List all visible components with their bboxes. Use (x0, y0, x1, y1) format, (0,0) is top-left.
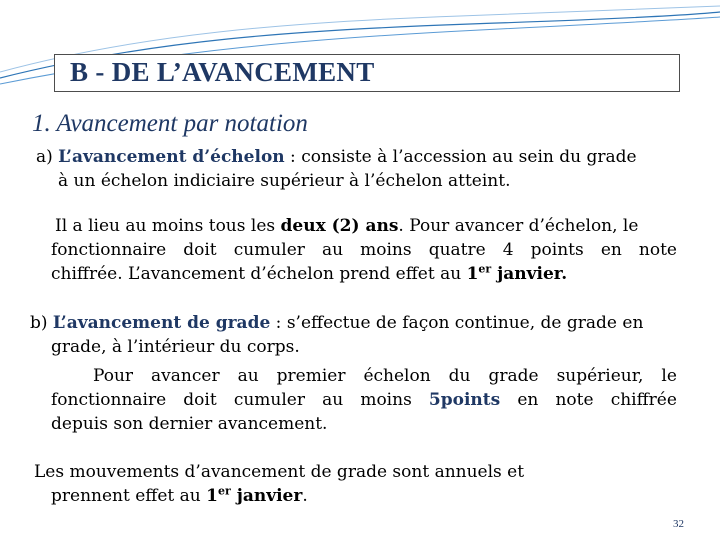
closing-effect-month: janvier (230, 486, 303, 506)
section-heading: 1. Avancement par notation (32, 110, 308, 137)
paragraph-b-line-1 (30, 311, 643, 335)
closing-effect-text: prennent effet au (51, 486, 207, 506)
points-required: 5points (428, 390, 501, 410)
word: note (638, 240, 677, 260)
paragraph-b-detail-line-3: depuis son dernier avancement. (51, 414, 328, 434)
word: le (661, 366, 677, 386)
effect-month: janvier. (491, 264, 568, 284)
paragraph-closing-line-1: Les mouvements d’avancement de grade sont annuels et (34, 462, 525, 482)
word: moins (360, 390, 412, 410)
paragraph-a-detail-line-3 (51, 262, 677, 286)
word: fonctionnaire (51, 240, 167, 260)
paragraph-b-prefix: b) (30, 313, 53, 333)
paragraph-a-line1-rest: consiste à l’accession au sein du grade (301, 147, 637, 167)
effect-day-suffix: er (478, 262, 492, 276)
paragraph-a-line-2: à un échelon indiciaire supérieur à l’échelon atteint. (58, 171, 511, 191)
word: points (530, 240, 584, 260)
paragraph-a-line-1 (36, 145, 637, 169)
word: en (600, 240, 622, 260)
word: supérieur, (556, 366, 644, 386)
paragraph-a-detail-line-2 (51, 238, 677, 262)
paragraph-b-colon: : (270, 313, 287, 333)
paragraph-a-detail-text: Il a lieu au moins tous les (55, 216, 281, 236)
word: Pour (93, 366, 134, 386)
word: cumuler (233, 240, 305, 260)
paragraph-closing (34, 460, 524, 508)
word: au (237, 366, 259, 386)
paragraph-b-detail (51, 364, 677, 436)
word: fonctionnaire (51, 390, 167, 410)
word: note (555, 390, 594, 410)
paragraph-closing-line-2 (34, 484, 524, 508)
word: chiffrée (610, 390, 677, 410)
word: en (517, 390, 539, 410)
word: doit (183, 240, 217, 260)
word: avancer (151, 366, 220, 386)
word: du (448, 366, 471, 386)
closing-effect-day-suffix: er (217, 484, 231, 498)
paragraph-a-detail-text-end: . Pour avancer d’échelon, le (398, 216, 639, 236)
word: au (322, 390, 344, 410)
word: cumuler (233, 390, 305, 410)
paragraph-a-term: L’avancement d’échelon (58, 147, 285, 167)
paragraph-a-colon: : (284, 147, 302, 167)
paragraph-a-intro (36, 145, 637, 193)
paragraph-b-detail-line-2 (51, 388, 677, 412)
page-title: B - DE L’AVANCEMENT (70, 57, 375, 87)
word: 4 (502, 240, 514, 260)
closing-period: . (302, 486, 308, 506)
paragraph-a-detail-effect: chiffrée. L’avancement d’échelon prend effet au (51, 264, 467, 284)
closing-effect-day: 1 (206, 486, 218, 506)
paragraph-a-prefix: a) (36, 147, 59, 167)
paragraph-a-detail-line-1 (51, 214, 677, 238)
paragraph-b-term: L’avancement de grade (52, 313, 271, 333)
paragraph-b-line1-rest: s’effectue de façon continue, de grade en (286, 313, 644, 333)
word: au (321, 240, 344, 260)
word: grade (488, 366, 539, 386)
paragraph-a-detail (51, 214, 677, 286)
page-number: 32 (673, 518, 684, 530)
word: quatre (428, 240, 486, 260)
word: doit (183, 390, 217, 410)
paragraph-b-detail-line-1 (51, 364, 677, 388)
effect-day: 1 (466, 264, 479, 284)
word: premier (276, 366, 346, 386)
paragraph-b-intro (30, 311, 643, 359)
word: moins (360, 240, 412, 260)
paragraph-b-line-2: grade, à l’intérieur du corps. (51, 337, 300, 357)
paragraph-a-detail-duration: deux (2) ans (280, 216, 399, 236)
word: échelon (363, 366, 431, 386)
